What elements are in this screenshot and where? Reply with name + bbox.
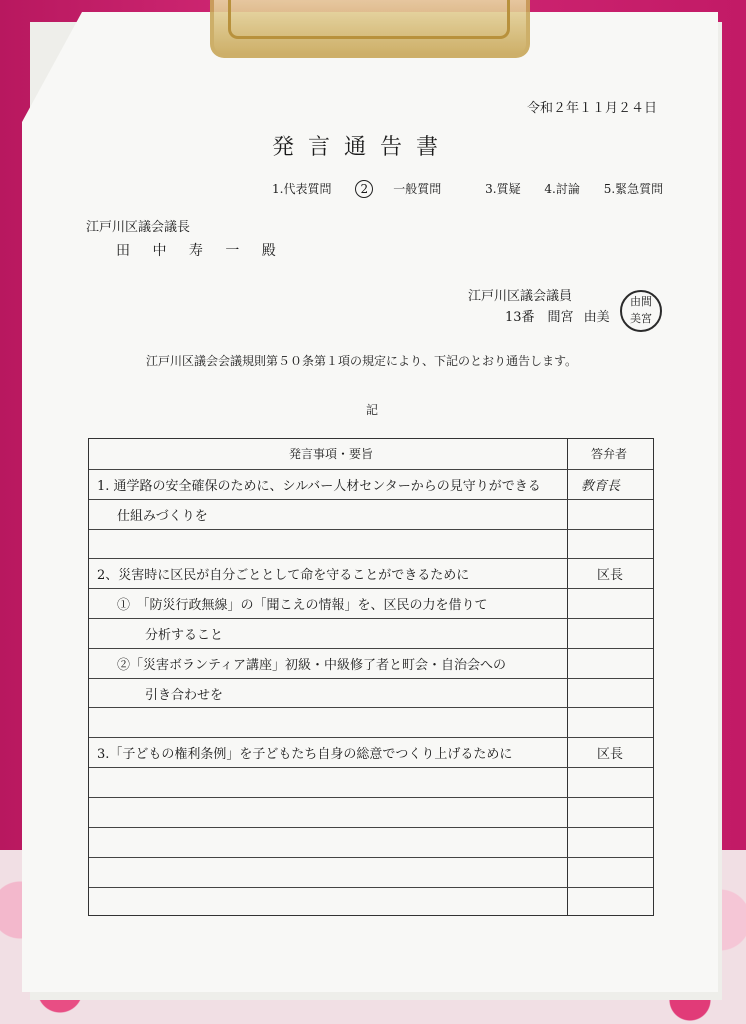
header-item: 発言事項・要旨: [289, 447, 374, 461]
row-line: [89, 558, 653, 559]
sender-org: 江戸川区議会議員: [468, 289, 573, 304]
personal-seal: 由間 美宮: [620, 290, 662, 332]
row-line: [89, 767, 653, 768]
row-line: [89, 648, 653, 649]
table-row: ②「災害ボランティア講座」初級・中級修了者と町会・自治会への: [117, 658, 506, 673]
row-line: [89, 678, 653, 679]
row-line: [89, 887, 653, 888]
answerer-cell: 教育長: [581, 479, 621, 494]
circle-mark: 2: [355, 180, 373, 198]
answerer-cell: 区長: [597, 568, 624, 583]
row-line: [89, 827, 653, 828]
clipboard-clip-inner: [228, 0, 510, 39]
column-divider: [567, 439, 568, 915]
table-row: 引き合わせを: [145, 688, 224, 703]
table-row: 仕組みづくりを: [117, 509, 208, 524]
type-5: 5.緊急質問: [603, 182, 664, 196]
row-line: [89, 469, 653, 470]
table-row: 分析すること: [145, 628, 224, 643]
row-line: [89, 707, 653, 708]
ki-heading: 記: [366, 403, 379, 417]
type-4: 4.討論: [544, 182, 580, 196]
row-line: [89, 797, 653, 798]
speech-types: [272, 180, 683, 198]
recipient-org: 江戸川区議会議長: [86, 220, 191, 235]
row-line: [89, 737, 653, 738]
document-title: 発言通告書: [272, 135, 453, 160]
recipient-name: 田 中 寿 一 殿: [116, 243, 285, 259]
document-date: 令和２年１１月２４日: [527, 101, 658, 116]
type-2-selected: 2 一般質問: [355, 182, 461, 196]
row-line: [89, 499, 653, 500]
table-row: 3.「子どもの権利条例」を子どもたち自身の総意でつくり上げるために: [97, 747, 513, 762]
rule-statement: 江戸川区議会会議規則第５０条第１項の規定により、下記のとおり通告します。: [146, 354, 578, 368]
table-row: 1. 通学路の安全確保のために、シルバー人材センターからの見守りができる: [97, 479, 541, 494]
row-line: [89, 588, 653, 589]
speech-table: [88, 438, 654, 916]
row-line: [89, 529, 653, 530]
table-row: 2、災害時に区民が自分ごととして命を守ることができるために: [97, 568, 470, 583]
answerer-cell: 区長: [597, 747, 624, 762]
header-answerer: 答弁者: [591, 447, 628, 461]
type-3: 3.質疑: [485, 182, 521, 196]
row-line: [89, 618, 653, 619]
type-1: 1.代表質問: [272, 182, 332, 196]
table-row: ① 「防災行政無線」の「聞こえの情報」を、区民の力を借りて: [117, 598, 488, 613]
sender-name: 13番 間宮 由美: [505, 310, 610, 325]
row-line: [89, 857, 653, 858]
